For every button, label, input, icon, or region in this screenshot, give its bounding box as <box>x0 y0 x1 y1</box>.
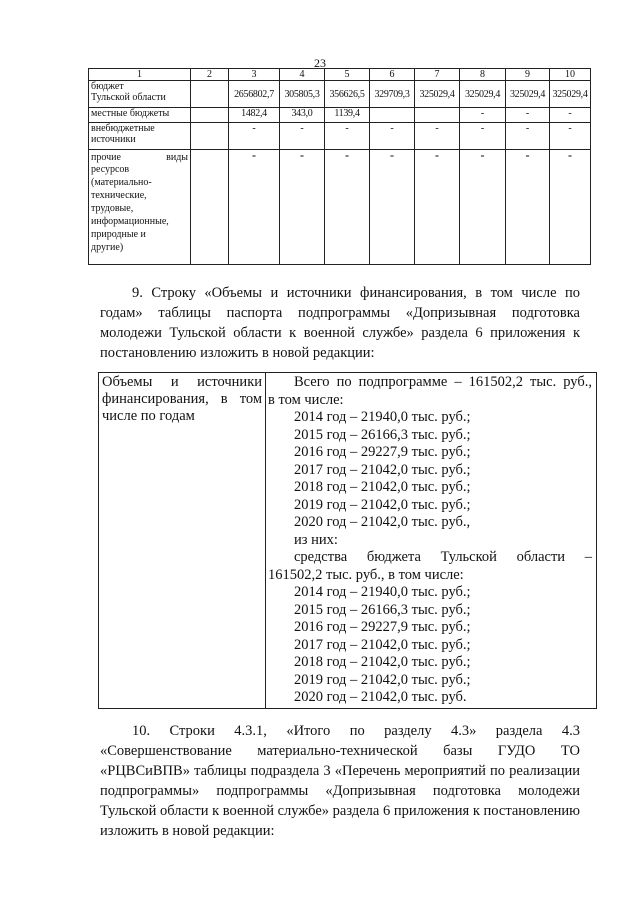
paragraph-line: изложить в новой редакции: <box>100 823 275 839</box>
cell: - <box>370 123 415 150</box>
row-label: местные бюджеты <box>89 108 191 123</box>
cell: - <box>325 123 370 150</box>
paragraph-line: Тульской области к военной службе» раздела 6 приложения к постановлению <box>100 803 580 819</box>
row-label: прочие виды ресурсов (материально- технические, трудовые, информационные, природные и другие) <box>89 150 191 265</box>
header-cell: 5 <box>325 69 370 81</box>
header-cell: 6 <box>370 69 415 81</box>
header-cell: 9 <box>506 69 550 81</box>
cell: 2656802,7 <box>229 81 280 108</box>
table-row <box>89 123 591 150</box>
cell: - <box>280 150 325 265</box>
cell: 325029,4 <box>506 81 550 108</box>
row-label: внебюджетные источники <box>89 123 191 150</box>
year-line: 2020 год – 21042,0 тыс. руб., <box>294 514 471 530</box>
cell: - <box>460 108 506 123</box>
cell: 356626,5 <box>325 81 370 108</box>
cell: 343,0 <box>280 108 325 123</box>
header-cell: 7 <box>415 69 460 81</box>
row-label: бюджет Тульской области <box>89 81 191 108</box>
year-line: 2016 год – 29227,9 тыс. руб.; <box>294 444 471 460</box>
table-row <box>99 373 597 709</box>
paragraph-line: молодежи Тульской области к военной службе» раздела 6 приложения к <box>100 325 580 341</box>
budget-line: 161502,2 тыс. руб., в том числе: <box>268 566 464 583</box>
year-line: 2019 год – 21042,0 тыс. руб.; <box>294 496 471 513</box>
header-cell: 1 <box>89 69 191 81</box>
paragraph-line: «РЦВСиВПВ» таблицы подраздела 3 «Перечень мероприятий по реализации <box>100 763 580 779</box>
budget-line: средства бюджета Тульской области – <box>294 549 592 565</box>
cell: - <box>229 150 280 265</box>
year-line: 2017 год – 21042,0 тыс. руб.; <box>294 636 471 653</box>
total-line: Всего по подпрограмме – 161502,2 тыс. руб., <box>294 374 592 390</box>
financing-value-cell <box>266 373 597 709</box>
paragraph-line: подпрограммы» подпрограммы «Допризывная подготовка молодежи <box>100 783 580 799</box>
table-row <box>89 150 591 265</box>
year-line: 2020 год – 21042,0 тыс. руб. <box>294 689 467 705</box>
from-them-line: из них: <box>294 531 338 548</box>
cell: - <box>415 150 460 265</box>
cell: - <box>550 123 591 150</box>
paragraph-line: годам» таблицы паспорта подпрограммы «Допризывная подготовка <box>100 305 580 321</box>
funding-table <box>88 68 591 265</box>
cell: 1482,4 <box>229 108 280 123</box>
year-line: 2019 год – 21042,0 тыс. руб.; <box>294 671 471 688</box>
header-cell: 4 <box>280 69 325 81</box>
year-line: 2014 год – 21940,0 тыс. руб.; <box>294 584 471 600</box>
year-line: 2015 год – 26166,3 тыс. руб.; <box>294 426 471 443</box>
header-cell: 8 <box>460 69 506 81</box>
cell: - <box>370 150 415 265</box>
cell: - <box>460 123 506 150</box>
cell: - <box>506 123 550 150</box>
year-line: 2015 год – 26166,3 тыс. руб.; <box>294 601 471 618</box>
cell <box>191 108 229 123</box>
cell <box>415 108 460 123</box>
cell: - <box>460 150 506 265</box>
paragraph-line: 10. Строки 4.3.1, «Итого по разделу 4.3» раздела 4.3 <box>132 723 580 739</box>
header-cell: 10 <box>550 69 591 81</box>
cell: 329709,3 <box>370 81 415 108</box>
paragraph-line: 9. Строку «Объемы и источники финансирования, в том числе по <box>132 285 580 301</box>
cell: - <box>415 123 460 150</box>
paragraph-9 <box>100 283 580 363</box>
paragraph-line: постановлению изложить в новой редакции: <box>100 345 375 361</box>
cell: 325029,4 <box>415 81 460 108</box>
cell: 1139,4 <box>325 108 370 123</box>
cell <box>370 108 415 123</box>
year-line: 2016 год – 29227,9 тыс. руб.; <box>294 619 471 635</box>
cell: 325029,4 <box>550 81 591 108</box>
paragraph-10 <box>100 721 580 841</box>
cell: - <box>550 150 591 265</box>
cell: - <box>550 108 591 123</box>
year-line: 2018 год – 21042,0 тыс. руб.; <box>294 654 471 670</box>
cell: 305805,3 <box>280 81 325 108</box>
total-line: в том числе: <box>268 391 344 408</box>
cell: 325029,4 <box>460 81 506 108</box>
header-cell: 2 <box>191 69 229 81</box>
cell: - <box>229 123 280 150</box>
cell <box>191 123 229 150</box>
table-row <box>89 81 591 108</box>
header-cell: 3 <box>229 69 280 81</box>
page-number: 23 <box>314 56 326 70</box>
cell: - <box>325 150 370 265</box>
cell <box>191 81 229 108</box>
table-header-row <box>89 69 591 81</box>
financing-label-cell: Объемы и источники финансирования, в том числе по годам <box>99 373 266 709</box>
year-line: 2018 год – 21042,0 тыс. руб.; <box>294 479 471 495</box>
table-row <box>89 108 591 123</box>
cell: - <box>506 108 550 123</box>
cell: - <box>280 123 325 150</box>
year-line: 2014 год – 21940,0 тыс. руб.; <box>294 409 471 425</box>
paragraph-line: «Совершенствование материально-технической базы ГУДО ТО <box>100 743 580 759</box>
cell <box>191 150 229 265</box>
cell: - <box>506 150 550 265</box>
financing-table <box>98 372 597 709</box>
year-line: 2017 год – 21042,0 тыс. руб.; <box>294 461 471 478</box>
